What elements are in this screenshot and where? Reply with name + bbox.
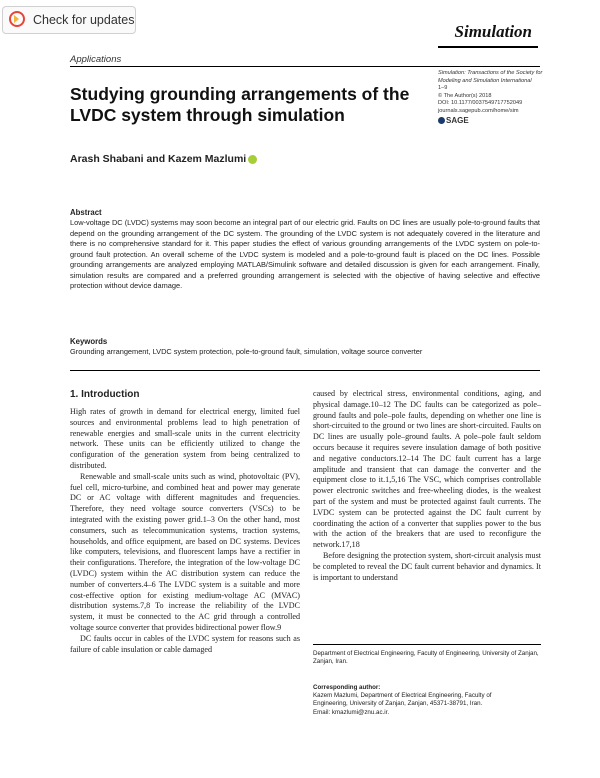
paper-title: Studying grounding arrangements of the LVDC system through simulation bbox=[70, 84, 410, 125]
corresponding-heading: Corresponding author: bbox=[313, 684, 381, 691]
footnote-rule bbox=[313, 644, 541, 645]
body-column-left bbox=[70, 407, 300, 655]
publisher-logo bbox=[438, 117, 548, 125]
corresponding-line: Engineering, University of Zanjan, Zanjan, 45371-38791, Iran. bbox=[313, 700, 483, 708]
journal-meta bbox=[438, 70, 548, 124]
meta-line: Simulation: Transactions of the Society for bbox=[438, 70, 543, 76]
affiliation-footnote: Department of Electrical Engineering, Faculty of Engineering, University of Zanjan, Zanjan, Iran. bbox=[313, 650, 539, 666]
keywords-text: Grounding arrangement, LVDC system protection, pole-to-ground fault, simulation, voltage source converter bbox=[70, 347, 423, 356]
paragraph: Renewable and small-scale units such as wind, photovoltaic (PV), fuel cell, micro-turbine, and combined heat and power may generate DC or AC voltage with different magnitudes and frequencies. Therefore, they need voltage source converters (VSCs) to be integrated with the existing power grid.1–3 On the other hand, most consumers, such as telecommunication systems, traction systems, households, and office equipment, are based on DC systems. Devices like computers, televisions, and fluorescent lamps have a rectifier in their configurations. Therefore, the integration of the low-voltage DC (LVDC) system within the AC distribution system can reduce the number of converters.4–6 The LVDC system is a suitable and more cost-effective option for existing medium-voltage AC (MVAC) distribution systems.7,8 To increase the reliability of the LVDC system, it must be connected to the AC grid through a controlled voltage source converter that provides bidirectional power flow.9 bbox=[70, 471, 300, 632]
check-for-updates-icon bbox=[9, 11, 27, 29]
sage-icon bbox=[438, 117, 445, 124]
authors bbox=[70, 153, 257, 165]
paragraph: DC faults occur in cables of the LVDC system for reasons such as failure of cable insulation or cable damaged bbox=[70, 633, 300, 654]
meta-line: Modeling and Simulation International bbox=[438, 77, 532, 84]
check-for-updates-label: Check for updates bbox=[33, 13, 135, 27]
body-column-right bbox=[313, 389, 541, 583]
abstract-heading: Abstract bbox=[70, 208, 102, 217]
corresponding-email[interactable]: Email: kmazlumi@znu.ac.ir. bbox=[313, 708, 390, 716]
author-names: Arash Shabani and Kazem Mazlumi bbox=[70, 153, 247, 165]
check-for-updates-button[interactable] bbox=[2, 6, 136, 34]
abstract-text: Low-voltage DC (LVDC) systems may soon become an integral part of our electric grid. Faults on DC lines are usually pole-to-ground faults that depend on the grounding arrangement of the DC system. The grounding of the LVDC system is not adequately covered in the literature and there is no comprehensive standard for it. This paper studies the effect of various grounding arrangements of the LVDC system on pole-to-ground fault protection. An overall scheme of the LVDC system is modeled and a pole-to-ground fault is placed on the DC lines. Possible grounding arrangements are analyzed employing MATLAB/Simulink software and detailed discussion is given for each arrangement. Finally, simulation results are compared and a preferred grounding arrangement is selected with the objective of having selective and effective protection without device damage. bbox=[70, 218, 540, 290]
orcid-icon[interactable] bbox=[248, 155, 257, 164]
meta-line: 1–9 bbox=[438, 85, 448, 92]
keywords-heading: Keywords bbox=[70, 337, 108, 346]
corresponding-author bbox=[313, 692, 541, 717]
paragraph: High rates of growth in demand for electrical energy, limited fuel sources and environmental problems lead to high penetration of renewable energies and small-scale units in the current electricity network. These units can be efficiently utilized to change the configuration of the generation system from being centralized to distributed. bbox=[70, 407, 300, 470]
paragraph: caused by electrical stress, environmental conditions, aging, and physical damage.10–12 The DC faults can be categorized as pole–ground faults and pole–pole faults, depending on whether one line is short-circuited to the ground or two lines are short-circuited. Faults on DC lines are usually pole–ground faults. A pole–pole fault seldom occurs because it requires severe insulation damage of both positive and negative conductors.12–14 The DC fault current has a large amplitude and transient that can damage the converter and the equipment close to it.1,5,16 The VSC, which comprises controllable power electronic switches and free-wheeling diodes, is the weakest part of the system and must be protected against fault currents. The LVDC system can be protected against the DC fault current by coordinating the action of a converter that supplies power to the bus with the action of the breakers that are used to reconfigure the network.17,18 bbox=[313, 389, 541, 550]
journal-url-link[interactable]: journals.sagepub.com/home/sim bbox=[438, 107, 519, 114]
section-rule bbox=[70, 370, 540, 371]
introduction-heading: 1. Introduction bbox=[70, 389, 140, 400]
paragraph: Before designing the protection system, short-circuit analysis must be completed to reveal the DC fault current behavior and dynamics. It is important to understand bbox=[313, 550, 541, 582]
journal-rule bbox=[438, 46, 538, 48]
publisher-name: SAGE bbox=[446, 115, 469, 125]
section-label: Applications bbox=[70, 54, 122, 65]
header-rule bbox=[70, 66, 540, 67]
doi-link[interactable]: DOI: 10.1177/0037549717752049 bbox=[438, 100, 523, 107]
meta-line: © The Author(s) 2018 bbox=[438, 92, 492, 99]
journal-name: Simulation bbox=[454, 22, 532, 41]
corresponding-line: Kazem Mazlumi, Department of Electrical Engineering, Faculty of bbox=[313, 692, 492, 699]
